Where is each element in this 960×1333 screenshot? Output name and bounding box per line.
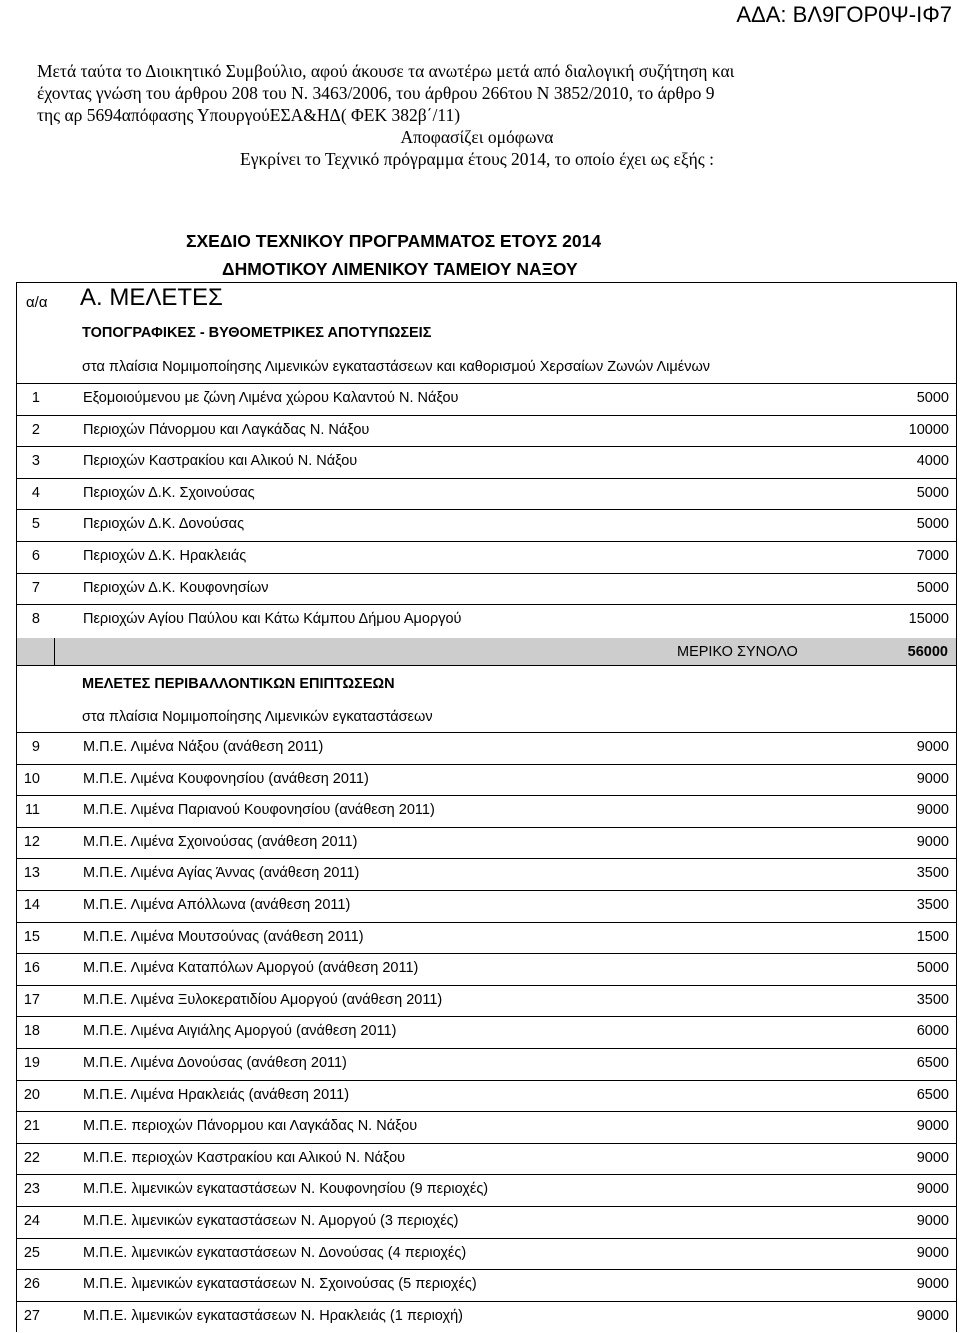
row-amount: 3500 — [916, 865, 949, 882]
table-top-border — [16, 282, 957, 283]
row-amount: 9000 — [916, 1149, 949, 1166]
row-amount: 9000 — [916, 1276, 949, 1293]
row-number: 6 — [31, 548, 40, 564]
row-amount: 6500 — [916, 1055, 949, 1071]
row-number: 24 — [23, 1213, 40, 1229]
row-amount: 7000 — [916, 548, 949, 564]
table-row — [16, 953, 957, 982]
table-row — [16, 1301, 957, 1330]
row-amount: 6500 — [916, 1086, 949, 1103]
table-row — [16, 858, 957, 887]
row-amount: 5000 — [916, 484, 949, 501]
row-description: Μ.Π.Ε. λιμενικών εγκαταστάσεων Ν. Αμοργού (3 περιοχές) — [83, 1213, 459, 1229]
intro-line: έχοντας γνώση του άρθρου 208 του Ν. 3463/2006, του άρθρου 266του Ν 3852/2010, το άρθρο 9 — [37, 83, 715, 103]
table-row — [16, 383, 957, 412]
row-description: Μ.Π.Ε. Λιμένα Απόλλωνα (ανάθεση 2011) — [83, 897, 351, 913]
table-row — [16, 1238, 957, 1267]
table-row — [16, 1016, 957, 1045]
row-number: 8 — [31, 611, 40, 628]
row-amount: 9000 — [916, 1181, 949, 1198]
row-description: Μ.Π.Ε. Λιμένα Κουφονησίου (ανάθεση 2011) — [83, 770, 369, 787]
row-description: Μ.Π.Ε. Λιμένα Αιγιάλης Αμοργού (ανάθεση 2011) — [83, 1023, 397, 1040]
row-amount: 6000 — [916, 1023, 949, 1040]
fund-title: ΔΗΜΟΤΙΚΟΥ ΛΙΜΕΝΙΚΟΥ ΤΑΜΕΙΟΥ ΝΑΞΟΥ — [222, 259, 578, 279]
subsection-note: στα πλαίσια Νομιμοποίησης Λιμενικών εγκαταστάσεων — [82, 709, 433, 725]
row-description: Μ.Π.Ε. Λιμένα Δονούσας (ανάθεση 2011) — [83, 1055, 347, 1071]
row-description: Μ.Π.Ε. Λιμένα Ξυλοκερατιδίου Αμοργού (ανάθεση 2011) — [83, 991, 443, 1008]
row-number: 4 — [31, 484, 40, 501]
row-divider — [16, 665, 957, 666]
decision-line: Αποφασίζει ομόφωνα — [400, 127, 554, 147]
row-number: 23 — [23, 1181, 40, 1198]
table-row — [16, 922, 957, 951]
row-number: 22 — [23, 1149, 40, 1166]
row-description: Περιοχών Δ.Κ. Δονούσας — [83, 516, 245, 533]
aa-header: α/α — [26, 294, 48, 311]
row-number: 16 — [23, 960, 40, 977]
row-description: Μ.Π.Ε. Λιμένα Σχοινούσας (ανάθεση 2011) — [83, 833, 358, 850]
table-row — [16, 446, 957, 475]
subtotal-label: ΜΕΡΙΚΟ ΣΥΝΟΛΟ — [677, 644, 798, 660]
row-amount: 15000 — [908, 611, 949, 628]
row-amount: 9000 — [916, 1307, 949, 1324]
table-row — [16, 541, 957, 570]
row-number: 26 — [23, 1276, 40, 1293]
table-row — [16, 1111, 957, 1140]
subtotal-value: 56000 — [907, 644, 948, 660]
row-amount: 9000 — [916, 739, 949, 755]
plan-title: ΣΧΕΔΙΟ ΤΕΧΝΙΚΟΥ ΠΡΟΓΡΑΜΜΑΤΟΣ ΕΤΟΥΣ 2014 — [186, 231, 602, 251]
row-amount: 9000 — [916, 1118, 949, 1135]
row-amount: 9000 — [916, 833, 949, 850]
row-number: 1 — [31, 390, 40, 406]
row-amount: 5000 — [916, 579, 949, 596]
table-row — [16, 604, 957, 633]
table-row — [16, 415, 957, 444]
row-amount: 5000 — [916, 390, 949, 406]
row-amount: 9000 — [916, 1213, 949, 1229]
approval-line: Εγκρίνει το Τεχνικό πρόγραμμα έτους 2014, το οποίο έχει ως εξής : — [240, 149, 714, 169]
row-number: 13 — [23, 865, 40, 882]
table-row — [16, 478, 957, 507]
subsection-heading: ΜΕΛΕΤΕΣ ΠΕΡΙΒΑΛΛΟΝΤΙΚΩΝ ΕΠΙΠΤΩΣΕΩΝ — [82, 676, 395, 692]
table-row — [16, 764, 957, 793]
intro-paragraph — [37, 60, 917, 170]
table-row — [16, 1143, 957, 1172]
row-number: 19 — [23, 1055, 40, 1071]
row-number: 15 — [23, 928, 40, 945]
ada-code: ΑΔΑ: ΒΛ9ΓΟΡ0Ψ-ΙΦ7 — [736, 2, 952, 27]
row-amount: 4000 — [916, 453, 949, 470]
row-number: 18 — [23, 1023, 40, 1040]
subtotal-cell — [17, 638, 55, 665]
row-amount: 5000 — [916, 516, 949, 533]
subsection-note: στα πλαίσια Νομιμοποίησης Λιμενικών εγκαταστάσεων και καθορισμού Χερσαίων Ζωνών Λιμένων — [82, 359, 711, 375]
row-amount: 3500 — [916, 897, 949, 913]
row-number: 3 — [31, 453, 40, 470]
row-number: 27 — [23, 1307, 40, 1324]
row-description: Περιοχών Πάνορμου και Λαγκάδας Ν. Νάξου — [83, 421, 370, 438]
row-number: 12 — [23, 833, 40, 850]
row-amount: 9000 — [916, 1244, 949, 1261]
table-row — [16, 985, 957, 1014]
row-description: Περιοχών Δ.Κ. Ηρακλειάς — [83, 548, 247, 564]
row-amount: 10000 — [908, 421, 949, 438]
row-amount: 3500 — [916, 991, 949, 1008]
table-row — [16, 732, 957, 761]
row-description: Μ.Π.Ε. λιμενικών εγκαταστάσεων Ν. Δονούσας (4 περιοχές) — [83, 1244, 467, 1261]
table-row — [16, 1174, 957, 1203]
row-description: Μ.Π.Ε. Λιμένα Αγίας Άννας (ανάθεση 2011) — [83, 865, 360, 882]
row-description: Μ.Π.Ε. λιμενικών εγκαταστάσεων Ν. Σχοινούσας (5 περιοχές) — [83, 1276, 477, 1293]
row-description: Μ.Π.Ε. λιμενικών εγκαταστάσεων Ν. Ηρακλειάς (1 περιοχή) — [83, 1307, 463, 1324]
row-description: Μ.Π.Ε. Λιμένα Ηρακλειάς (ανάθεση 2011) — [83, 1086, 350, 1103]
row-description: Μ.Π.Ε. περιοχών Πάνορμου και Λαγκάδας Ν. Νάξου — [83, 1118, 418, 1135]
table-row — [16, 1206, 957, 1235]
row-description: Μ.Π.Ε. Λιμένα Παριανού Κουφονησίου (ανάθεση 2011) — [83, 802, 435, 819]
table-row — [16, 1080, 957, 1109]
subsection-heading: ΤΟΠΟΓΡΑΦΙΚΕΣ - ΒΥΘΟΜΕΤΡΙΚΕΣ ΑΠΟΤΥΠΩΣΕΙΣ — [82, 325, 432, 341]
row-description: Μ.Π.Ε. Λιμένα Καταπόλων Αμοργού (ανάθεση 2011) — [83, 960, 419, 977]
row-amount: 1500 — [916, 928, 949, 945]
row-number: 10 — [23, 770, 40, 787]
table-row — [16, 890, 957, 919]
row-number: 14 — [23, 897, 40, 913]
row-number: 2 — [31, 421, 40, 438]
table-row — [16, 1048, 957, 1077]
section-a-heading: Α. ΜΕΛΕΤΕΣ — [80, 284, 223, 311]
table-row — [16, 1269, 957, 1298]
row-description: Μ.Π.Ε. περιοχών Καστρακίου και Αλικού Ν. Νάξου — [83, 1149, 406, 1166]
row-number: 21 — [23, 1118, 40, 1135]
row-number: 20 — [23, 1086, 40, 1103]
row-description: Μ.Π.Ε. Λιμένα Νάξου (ανάθεση 2011) — [83, 739, 324, 755]
row-description: Εξομοιούμενου με ζώνη Λιμένα χώρου Καλαντού Ν. Νάξου — [83, 390, 459, 406]
row-description: Περιοχών Δ.Κ. Σχοινούσας — [83, 484, 255, 501]
table-row — [16, 795, 957, 824]
row-amount: 5000 — [916, 960, 949, 977]
row-description: Περιοχών Καστρακίου και Αλικού Ν. Νάξου — [83, 453, 358, 470]
row-description: Μ.Π.Ε. λιμενικών εγκαταστάσεων Ν. Κουφονησίου (9 περιοχές) — [83, 1181, 489, 1198]
row-number: 9 — [31, 739, 40, 755]
row-number: 5 — [31, 516, 40, 533]
table-row — [16, 827, 957, 856]
row-number: 25 — [23, 1244, 40, 1261]
intro-line: της αρ 5694απόφασης ΥπουργούΕΣΑ&ΗΔ( ΦΕΚ 382β΄/11) — [37, 105, 461, 125]
row-number: 7 — [31, 579, 40, 596]
table-row — [16, 573, 957, 602]
row-number: 11 — [24, 802, 40, 819]
table-row — [16, 509, 957, 538]
row-description: Περιοχών Αγίου Παύλου και Κάτω Κάμπου Δήμου Αμοργού — [83, 611, 462, 628]
row-amount: 9000 — [916, 770, 949, 787]
row-amount: 9000 — [916, 802, 949, 819]
row-description: Περιοχών Δ.Κ. Κουφονησίων — [83, 579, 269, 596]
row-description: Μ.Π.Ε. Λιμένα Μουτσούνας (ανάθεση 2011) — [83, 928, 364, 945]
row-number: 17 — [23, 991, 40, 1008]
subtotal-row — [17, 638, 956, 665]
intro-line: Μετά ταύτα το Διοικητικό Συμβούλιο, αφού άκουσε τα ανωτέρω μετά από διαλογική συζήτηση και — [37, 61, 735, 81]
